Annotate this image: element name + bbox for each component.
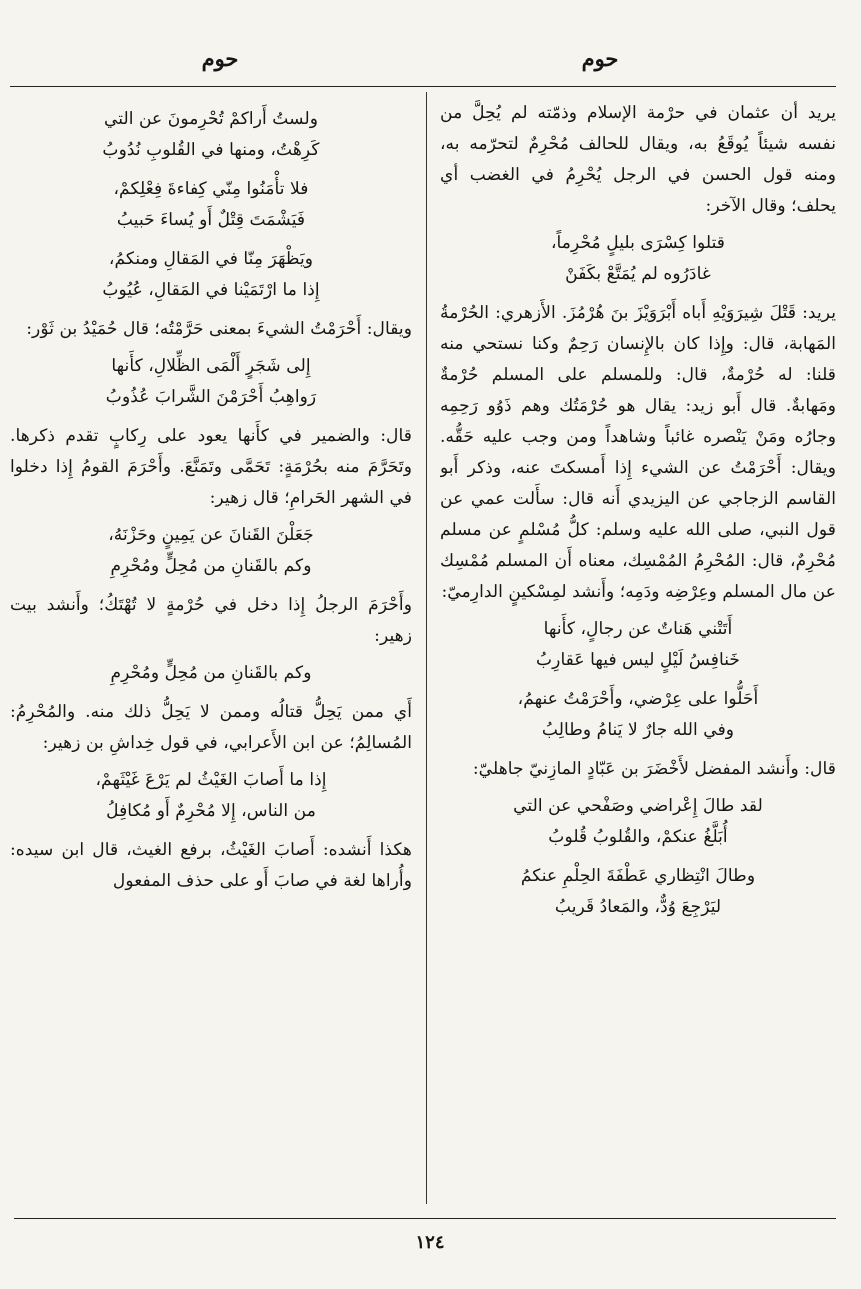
- verse-line: لقد طالَ إِعْراضي وصَفْحي عن التي: [513, 796, 763, 816]
- verse: [10, 520, 412, 582]
- header-rule: [10, 86, 836, 87]
- verse-line: كَرِهْتُ، ومنها في القُلوبِ نُدُوبُ: [102, 140, 320, 160]
- verse-line: جَعَلْنَ القَنانَ عن يَمِينٍ وحَزْنَهُ،: [108, 525, 314, 545]
- verse-line: ولستُ أَراكمْ تُحْرِمونَ عن التي: [103, 109, 318, 129]
- verse-line: وكم بالقَنانِ من مُحِلٍّ ومُحْرِمِ: [110, 556, 312, 576]
- verse-line: غادَرُوه لم يُمَتَّعْ بكَفَنْ: [565, 264, 711, 284]
- verse: [10, 658, 412, 689]
- verse-line: أُبَلَّغُ عنكمْ، والقُلوبُ قُلوبُ: [548, 827, 728, 847]
- verse: [10, 104, 412, 166]
- verse-line: فَيَشْمَتَ قِتْلٌ أَو يُساءَ حَبيبُ: [116, 210, 306, 230]
- verse-line: ويَظْهَرَ مِنّا في المَقالِ ومنكمُ،: [108, 249, 314, 269]
- paragraph: يريد أن عثمان في حرْمة الإسلام وذمّته لم يُحِلَّ من نفسه شيئاً يُوقَعُ به، ويقال للحالف مُحْرِمٌ لتحرّمه به، ومنه قول الحسن في الرجل يُحْرِمُ في الغضب أي يحلف؛ وقال الآخر:: [440, 103, 836, 216]
- paragraph: أَي ممن يَحِلُّ قتالُه وممن لا يَحِلُّ ذلك منه. والمُحْرِمُ: المُسالِمُ؛ عن ابن الأَعرابي، في قول خِداشِ بن زهير:: [10, 702, 412, 753]
- running-head-right: حوم: [581, 46, 619, 71]
- verse: [10, 765, 412, 827]
- verse-line: وفي الله جارٌ لا يَنامُ وطالِبُ: [541, 720, 735, 740]
- column-divider: [426, 92, 427, 1204]
- paragraph: وأَحْرَمَ الرجلُ إِذا دخل في حُرْمةٍ لا تُهْتَكُ؛ وأَنشد بيت زهير:: [10, 595, 412, 646]
- right-column: [440, 98, 836, 1208]
- page-number: ١٢٤: [415, 1232, 445, 1253]
- running-head-left: حوم: [201, 46, 239, 71]
- verse: [440, 861, 836, 923]
- paragraph: قال: وأَنشد المفضل لأَخْضَرَ بن عَبّادٍ المازِنيّ جاهليّ:: [472, 759, 836, 779]
- verse-line: أَتَتْني هَناتٌ عن رجالٍ، كأَنها: [543, 619, 733, 639]
- left-column: [10, 98, 412, 1208]
- verse: [10, 244, 412, 306]
- verse-line: قتلوا كِسْرَى بليلٍ مُحْرِماً،: [550, 233, 726, 253]
- verse: [440, 614, 836, 676]
- verse-line: ليَرْجِعَ وُدٌّ، والمَعادُ قَريبُ: [554, 897, 722, 917]
- footer-rule: [14, 1218, 836, 1219]
- verse: [440, 791, 836, 853]
- verse-line: خَنافِسُ لَيْلٍ ليس فيها عَقارِبُ: [535, 650, 741, 670]
- verse: [10, 174, 412, 236]
- verse-line: أَحَلُّوا على عِرْضي، وأَحْرَمْتُ عنهمُ،: [517, 689, 759, 709]
- paragraph: قال: والضمير في كأَنها يعود على رِكابٍ تقدم ذكرها. وتَحَرَّمَ منه بحُرْمَةٍ: تَحَمَّى وتَمَنَّعَ. وأَحْرَمَ القومُ إِذا دخلوا في الشهر الحَرامِ؛ قال زهير:: [10, 426, 412, 508]
- verse-line: رَواهِبُ أَحْرَمْنَ الشَّرابَ عُذُوبُ: [105, 387, 317, 407]
- paragraph: يريد: قَتْلَ شِيرَوَيْهِ أَباه أَبْرَوَيْزَ بنَ هُرْمُزَ. الأَزهري: الحُرْمةُ المَهابة، قال: وإِذا كان بالإِنسان رَحِمٌ وكنا نستحي منه قلنا: له حُرْمةٌ، قال: وللمسلم على المسلم حُرْمةٌ ومَهابةٌ. قال أَبو زيد: يقال هو حُرْمَتُك وهم ذَوُو رَحِمِه وجارُه ومَنْ يَنْصره غائباً وشاهداً ومن وجب عليه حَقُّه. ويقال: أَحْرَمْتُ عن الشيء إِذا أَمسكتَ عنه، وذكر أَبو القاسم الزجاجي عن اليزيدي أَنه قال: سأَلت عمي عن قول النبي، صلى الله عليه وسلم: كلُّ مُسْلمٍ عن مسلم مُحْرِمٌ، قال: المُحْرِمُ المُمْسِك، معناه أَن المسلم مُمْسِك عن مال المسلم وعِرْضِه ودَمِه؛ وأَنشد لمِسْكينٍ الدارِميّ:: [440, 303, 836, 602]
- paragraph: ويقال: أَحْرَمْتُ الشيءَ بمعنى حَرَّمْتُه؛ قال حُمَيْدُ بن ثَوْر:: [26, 319, 412, 339]
- verse-line: إِذا ما أَصابَ الغَيْثُ لم يَرْعَ غَيْثَهمْ،: [95, 770, 327, 790]
- paragraph: هكذا أَنشده: أَصابَ الغَيْثُ، برفع الغيث، قال ابن سيده: وأُراها لغة في صابَ أَو على حذف المفعول: [10, 840, 412, 891]
- verse-line: وكم بالقَنانِ من مُحِلٍّ ومُحْرِمِ: [110, 663, 312, 683]
- verse-line: من الناس، إِلا مُحْرِمٌ أَو مُكافِلُ: [106, 801, 316, 821]
- verse-line: فلا تأْمَنُوا مِنّي كِفاءةَ فِعْلِكمْ،: [113, 179, 309, 199]
- verse: [440, 684, 836, 746]
- verse-line: إِلى شَجَرٍ أَلْمَى الظِّلالِ، كأَنها: [111, 356, 311, 376]
- verse-line: إِذا ما ارْتَمَيْنا في المَقالِ، عُيُوبُ: [102, 280, 320, 300]
- verse-line: وطالَ انْتِظاري عَطْفَةَ الحِلْمِ عنكمُ: [520, 866, 756, 886]
- verse: [440, 228, 836, 290]
- verse: [10, 351, 412, 413]
